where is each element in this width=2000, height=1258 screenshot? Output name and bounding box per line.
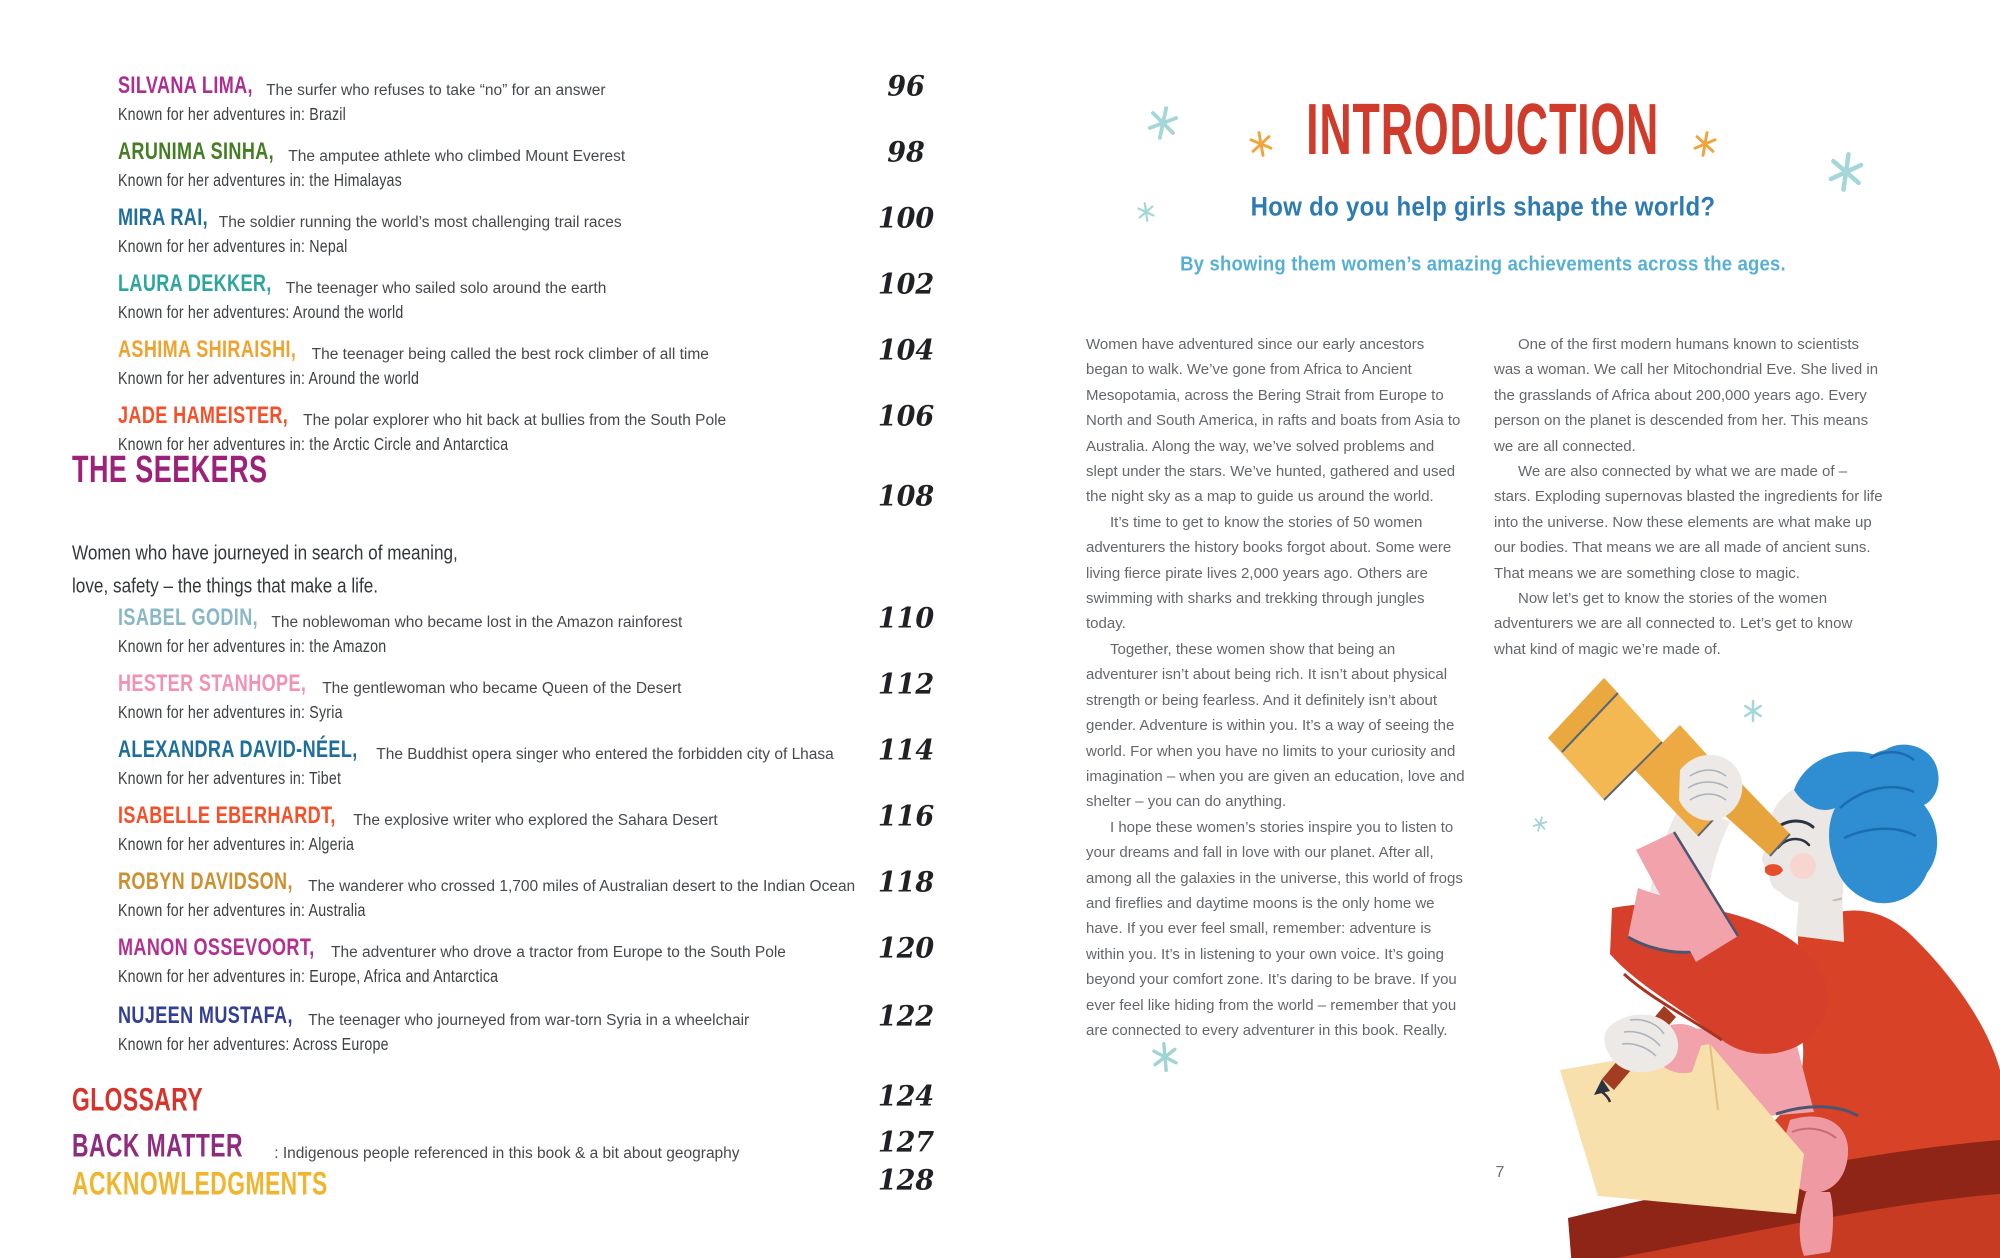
adventurer-description: The explosive writer who explored the Sahara Desert (353, 812, 718, 829)
page-number: 106 (877, 400, 935, 433)
woman-with-spyglass-illustration (1540, 640, 2000, 1258)
intro-text-column-2 (1494, 332, 1886, 662)
toc-entry (118, 934, 878, 988)
adventurer-description: The Buddhist opera singer who entered the forbidden city of Lhasa (376, 746, 834, 763)
adventurer-location: Known for her adventures in: Brazil (118, 105, 347, 125)
intro-paragraph: I hope these women’s stories inspire you to listen to your dreams and fall in love with our planet. After all, among all the galaxies in the universe, this world of frogs and fireflies and daytime moons is the only home we have. If you ever feel small, remember: adventure is within you. It’s in listening to your own voice. It’s going beyond your comfort zone. It’s daring to be brave. If you ever feel like hiding from the world – remember that you are connected to every adventurer in this book. Really. (1086, 818, 1463, 1039)
page-number: 122 (877, 1000, 935, 1033)
intro-question: How do you help girls shape the world? (1250, 192, 1716, 223)
adventurer-name: ISABELLE EBERHARDT, (118, 802, 336, 830)
page-number: 102 (877, 268, 935, 301)
section-title-the-seekers: THE SEEKERS (72, 448, 268, 491)
page-number: 127 (877, 1126, 935, 1159)
back-matter-label: BACK MATTER (72, 1126, 243, 1164)
adventurer-location: Known for her adventures in: the Himalayas (118, 171, 402, 191)
adventurer-location: Known for her adventures in: Tibet (118, 769, 342, 789)
adventurer-description: The polar explorer who hit back at bullies from the South Pole (303, 412, 727, 429)
adventurer-name: NUJEEN MUSTAFA, (118, 1002, 293, 1030)
adventurer-location: Known for her adventures: Across Europe (118, 1035, 389, 1055)
adventurer-name: ISABEL GODIN, (118, 604, 259, 632)
page-number: 100 (877, 202, 935, 235)
toc-entry (118, 868, 878, 922)
toc-entry (118, 604, 878, 658)
back-matter-item (72, 1080, 229, 1123)
toc-entry (118, 670, 878, 724)
toc-entry (118, 72, 878, 126)
intro-paragraph: Women have adventured since our early ancestors began to walk. We’ve gone from Africa to Ancient Mesopotamia, across the Bering Strait from Europe to North and South America, in rafts and boats from Asia to Australia. Along the way, we’ve solved problems and slept under the stars. We’ve hunted, gathered and used the night sky as a map to guide us around the world. (1086, 336, 1461, 506)
sparkle-star-icon (1136, 202, 1156, 227)
page-number: 110 (877, 602, 935, 635)
toc-entry (118, 1002, 878, 1056)
adventurer-name: SILVANA LIMA, (118, 72, 253, 100)
adventurer-name: HESTER STANHOPE, (118, 670, 307, 698)
adventurer-name: ARUNIMA SINHA, (118, 138, 275, 166)
sparkle-star-icon (1826, 152, 1866, 197)
back-matter-item (72, 1164, 371, 1207)
adventurer-name: JADE HAMEISTER, (118, 402, 289, 430)
back-matter-label: GLOSSARY (72, 1080, 204, 1118)
adventurer-location: Known for her adventures in: Australia (118, 901, 366, 921)
page-number: 120 (877, 932, 935, 965)
toc-entry (118, 802, 878, 856)
intro-paragraph: Together, these women show that being an adventurer isn’t about being rich. It isn’t about physical strength or being fearless. And it definitely isn’t about gender. Adventure is within you. It’s a way of seeing the world. For when you have no limits to your curiosity and imagination – when you are given an education, love and shelter – you can do anything. (1086, 640, 1465, 811)
toc-entry (118, 270, 878, 324)
adventurer-description: The teenager who sailed solo around the earth (285, 280, 607, 297)
adventurer-name: MIRA RAI, (118, 204, 208, 232)
section-subtitle-line1: Women who have journeyed in search of meaning, (72, 540, 458, 565)
asterisk-icon (1248, 131, 1274, 157)
toc-entry (118, 736, 878, 790)
sparkle-star-icon (1146, 106, 1180, 145)
page-number: 118 (877, 866, 935, 899)
adventurer-name: MANON OSSEVOORT, (118, 934, 315, 962)
page-number: 116 (877, 800, 935, 833)
adventurer-location: Known for her adventures in: Europe, Africa and Antarctica (118, 967, 499, 987)
adventurer-location: Known for her adventures: Around the world (118, 303, 404, 323)
adventurer-description: The gentlewoman who became Queen of the Desert (322, 680, 682, 697)
page-number: 98 (887, 136, 925, 169)
intro-paragraph: Now let’s get to know the stories of the women adventurers we are all connected to. Let’s get to know what kind of magic we’re made of. (1494, 590, 1853, 658)
toc-entry (118, 336, 878, 390)
page-number: 128 (877, 1164, 935, 1197)
page-number: 104 (877, 334, 935, 367)
adventurer-location: Known for her adventures in: Algeria (118, 835, 355, 855)
sparkle-star-icon (1150, 1042, 1180, 1077)
adventurer-name: ALEXANDRA DAVID-NÉEL, (118, 736, 358, 764)
intro-paragraph: One of the first modern humans known to scientists was a woman. We call her Mitochondrial Eve. She lived in the grasslands of Africa about 200,000 years ago. Every person on the planet is descended from her. This means we are all connected. (1494, 336, 1879, 455)
page-number: 108 (877, 480, 935, 513)
page-number: 114 (877, 734, 935, 767)
section-subtitle (72, 536, 458, 602)
adventurer-name: ROBYN DAVIDSON, (118, 868, 293, 896)
page-number: 112 (877, 668, 935, 701)
adventurer-description: The surfer who refuses to take “no” for an answer (266, 82, 606, 99)
adventurer-description: The teenager being called the best rock climber of all time (311, 346, 709, 363)
adventurer-description: The adventurer who drove a tractor from Europe to the South Pole (330, 944, 786, 961)
adventurer-location: Known for her adventures in: the Amazon (118, 637, 387, 657)
back-matter-label: ACKNOWLEDGMENTS (72, 1164, 328, 1202)
adventurer-description: The wanderer who crossed 1,700 miles of Australian desert to the Indian Ocean (308, 878, 856, 895)
adventurer-location: Known for her adventures in: the Arctic Circle and Antarctica (118, 435, 509, 455)
adventurer-location: Known for her adventures in: Nepal (118, 237, 348, 257)
adventurer-description: The amputee athlete who climbed Mount Everest (288, 148, 626, 165)
asterisk-icon (1692, 131, 1718, 157)
intro-paragraph: We are also connected by what we are made of – stars. Exploding supernovas blasted the ingredients for life into the universe. Now these elements are what make up our bodies. That means we are all made of ancient suns. That means we are something close to magic. (1494, 463, 1883, 582)
intro-paragraph: It’s time to get to know the stories of 50 women adventurers the history books forgot about. Some were living fierce pirate lives 2,000 years ago. Others are swimming with sharks and trekking through jungles today. (1086, 513, 1452, 633)
section-subtitle-line2: love, safety – the things that make a life. (72, 573, 379, 598)
back-matter-description: : Indigenous people referenced in this book & a bit about geography (274, 1145, 740, 1162)
page-number: 124 (877, 1080, 935, 1113)
adventurer-name: ASHIMA SHIRAISHI, (118, 336, 297, 364)
adventurer-description: The noblewoman who became lost in the Amazon rainforest (271, 614, 683, 631)
page-folio: 7 (1495, 1164, 1505, 1181)
toc-entry (118, 138, 878, 192)
intro-text-column-1 (1086, 332, 1468, 1043)
adventurer-description: The teenager who journeyed from war-torn Syria in a wheelchair (308, 1012, 750, 1029)
toc-entry (118, 204, 878, 258)
page-number: 96 (887, 70, 925, 103)
intro-answer: By showing them women’s amazing achievements across the ages. (1180, 252, 1786, 276)
adventurer-description: The soldier running the world’s most challenging trail races (218, 214, 622, 231)
adventurer-name: LAURA DEKKER, (118, 270, 272, 298)
adventurer-location: Known for her adventures in: Around the world (118, 369, 420, 389)
adventurer-location: Known for her adventures in: Syria (118, 703, 343, 723)
page-title: INTRODUCTION (1306, 87, 1660, 170)
